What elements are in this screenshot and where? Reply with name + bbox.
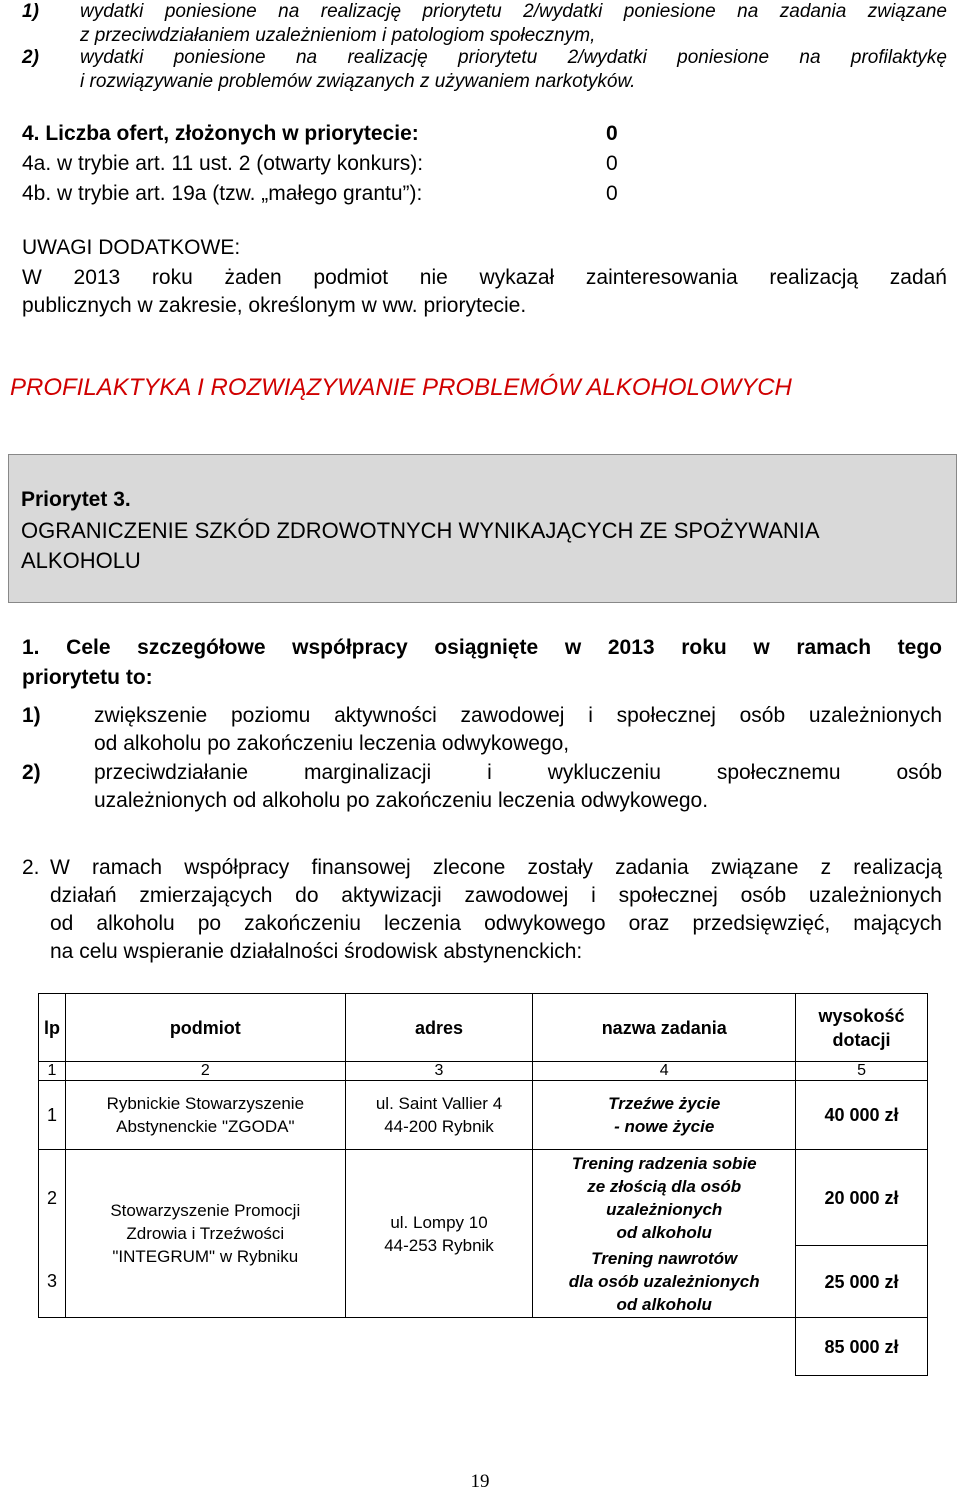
goals-item2-line2: uzależnionych od alkoholu po zakończeniu leczenia odwykowego. — [94, 789, 709, 812]
row2-zadanie — [533, 1150, 796, 1246]
row2-zadanie-line4: od alkoholu — [616, 1222, 712, 1242]
row2-lp: 2 — [39, 1150, 66, 1246]
priority-label: Priorytet 3. — [21, 488, 131, 511]
goals-item1-num: 1) — [22, 704, 41, 727]
financial-line3: od alkoholu po zakończeniu leczenia odwykowego oraz przedsięwzięć, mających — [50, 912, 942, 935]
remarks-line1: W 2013 roku żaden podmiot nie wykazał zainteresowania realizacją zadań — [22, 266, 947, 289]
priority-line1: OGRANICZENIE SZKÓD ZDROWOTNYCH WYNIKAJĄCYCH ZE SPOŻYWANIA — [21, 518, 820, 543]
section-heading: PROFILAKTYKA I ROZWIĄZYWANIE PROBLEMÓW ALKOHOLOWYCH — [10, 374, 792, 401]
row2-adres-line2: 44-253 Rybnik — [384, 1235, 494, 1255]
offers-row-a-value: 0 — [606, 152, 618, 175]
goals-intro-line2: priorytetu to: — [22, 666, 153, 689]
goals-item2-num: 2) — [22, 761, 41, 784]
priority-line2: ALKOHOLU — [21, 548, 141, 573]
colnum-4: 4 — [533, 1062, 796, 1081]
row3-zadanie — [533, 1246, 796, 1318]
row2-adres-line1: ul. Lompy 10 — [390, 1212, 488, 1232]
table-row — [39, 1150, 928, 1246]
row2-podmiot — [65, 1150, 345, 1318]
offers-title-value: 0 — [606, 122, 618, 145]
row2-podmiot-line3: "INTEGRUM" w Rybniku — [112, 1247, 299, 1266]
header-lp: lp — [39, 994, 66, 1062]
row1-podmiot-line1: Rybnickie Stowarzyszenie — [106, 1094, 305, 1113]
header-podmiot: podmiot — [65, 994, 345, 1062]
row3-zadanie-line2: dla osób uzależnionych — [568, 1271, 760, 1291]
total-amount: 85 000 zł — [796, 1318, 928, 1376]
intro-item-1 — [22, 0, 947, 48]
header-wysokosc-dotacji — [796, 994, 928, 1062]
table-total-row — [39, 1318, 928, 1376]
intro-item-2-num: 2) — [22, 47, 39, 68]
row1-podmiot-line2: Abstynenckie "ZGODA" — [116, 1117, 295, 1136]
colnum-5: 5 — [796, 1062, 928, 1081]
header-nazwa-zadania: nazwa zadania — [533, 994, 796, 1062]
row1-podmiot — [65, 1081, 345, 1150]
intro-item-2-line2: i rozwiązywanie problemów związanych z używaniem narkotyków. — [80, 71, 636, 92]
row1-zadanie — [533, 1081, 796, 1150]
header-dotacji: dotacji — [832, 1029, 891, 1050]
row1-zadanie-line1: Trzeźwe życie — [608, 1094, 721, 1113]
financial-line1: W ramach współpracy finansowej zlecone zostały zadania związane z realizacją — [50, 856, 942, 879]
row2-podmiot-line1: Stowarzyszenie Promocji — [110, 1201, 301, 1220]
row3-kwota: 25 000 zł — [796, 1246, 928, 1318]
intro-item-1-num: 1) — [22, 1, 39, 22]
intro-item-1-line1: wydatki poniesione na realizację priorytetu 2/wydatki poniesione na zadania związane — [80, 1, 947, 22]
row2-podmiot-line2: Zdrowia i Trzeźwości — [126, 1224, 285, 1243]
row1-adres — [345, 1081, 533, 1150]
grants-table — [38, 993, 928, 1376]
colnum-1: 1 — [39, 1062, 66, 1081]
goals-item2-line1: przeciwdziałanie marginalizacji i wykluczeniu społecznemu osób — [94, 761, 942, 784]
offers-row-b-value: 0 — [606, 182, 618, 205]
row3-zadanie-line3: od alkoholu — [616, 1294, 712, 1314]
table-header-row — [39, 994, 928, 1062]
row3-lp: 3 — [39, 1246, 66, 1318]
row1-zadanie-line2: - nowe życie — [614, 1117, 715, 1136]
row2-zadanie-line1: Trening radzenia sobie — [571, 1153, 757, 1173]
financial-line4: na celu wspieranie działalności środowisk abstynenckich: — [50, 940, 583, 963]
goals-intro-line1: 1. Cele szczegółowe współpracy osiągnięte w 2013 roku w ramach tego — [22, 636, 942, 659]
row2-zadanie-line3: uzależnionych — [606, 1199, 723, 1219]
row2-kwota: 20 000 zł — [796, 1150, 928, 1246]
colnum-3: 3 — [345, 1062, 533, 1081]
remarks-line2: publicznych w zakresie, określonym w ww. priorytecie. — [22, 294, 527, 317]
row2-adres — [345, 1150, 533, 1318]
offers-title: 4. Liczba ofert, złożonych w priorytecie: — [22, 122, 419, 145]
table-row — [39, 1081, 928, 1150]
header-wysokosc: wysokość — [818, 1005, 905, 1026]
row1-kwota: 40 000 zł — [796, 1081, 928, 1150]
goals-item1-line2: od alkoholu po zakończeniu leczenia odwykowego, — [94, 732, 570, 755]
intro-item-2 — [22, 46, 947, 94]
goals-item1-line1: zwiększenie poziomu aktywności zawodowej i społecznej osób uzależnionych — [94, 704, 942, 727]
table-colnum-row — [39, 1062, 928, 1081]
header-adres: adres — [345, 994, 533, 1062]
row1-adres-line2: 44-200 Rybnik — [384, 1117, 494, 1136]
intro-item-1-line2: z przeciwdziałaniem uzależnieniom i patologiom społecznym, — [80, 25, 596, 46]
intro-item-2-line1: wydatki poniesione na realizację priorytetu 2/wydatki poniesione na profilaktykę — [80, 47, 947, 68]
offers-row-a: 4a. w trybie art. 11 ust. 2 (otwarty konkurs): — [22, 152, 424, 175]
page-number: 19 — [470, 1471, 490, 1492]
row1-adres-line1: ul. Saint Vallier 4 — [375, 1094, 503, 1113]
row3-zadanie-line1: Trening nawrotów — [591, 1248, 738, 1268]
colnum-2: 2 — [65, 1062, 345, 1081]
financial-num: 2. — [22, 856, 40, 879]
row1-lp: 1 — [39, 1081, 66, 1150]
financial-line2: działań zmierzających do aktywizacji zawodowej i społecznej osób uzależnionych — [50, 884, 942, 907]
offers-row-b: 4b. w trybie art. 19a (tzw. „małego grantu”): — [22, 182, 423, 205]
remarks-title: UWAGI DODATKOWE: — [22, 236, 241, 259]
total-spacer — [39, 1318, 796, 1376]
row2-zadanie-line2: ze złością dla osób — [587, 1176, 742, 1196]
